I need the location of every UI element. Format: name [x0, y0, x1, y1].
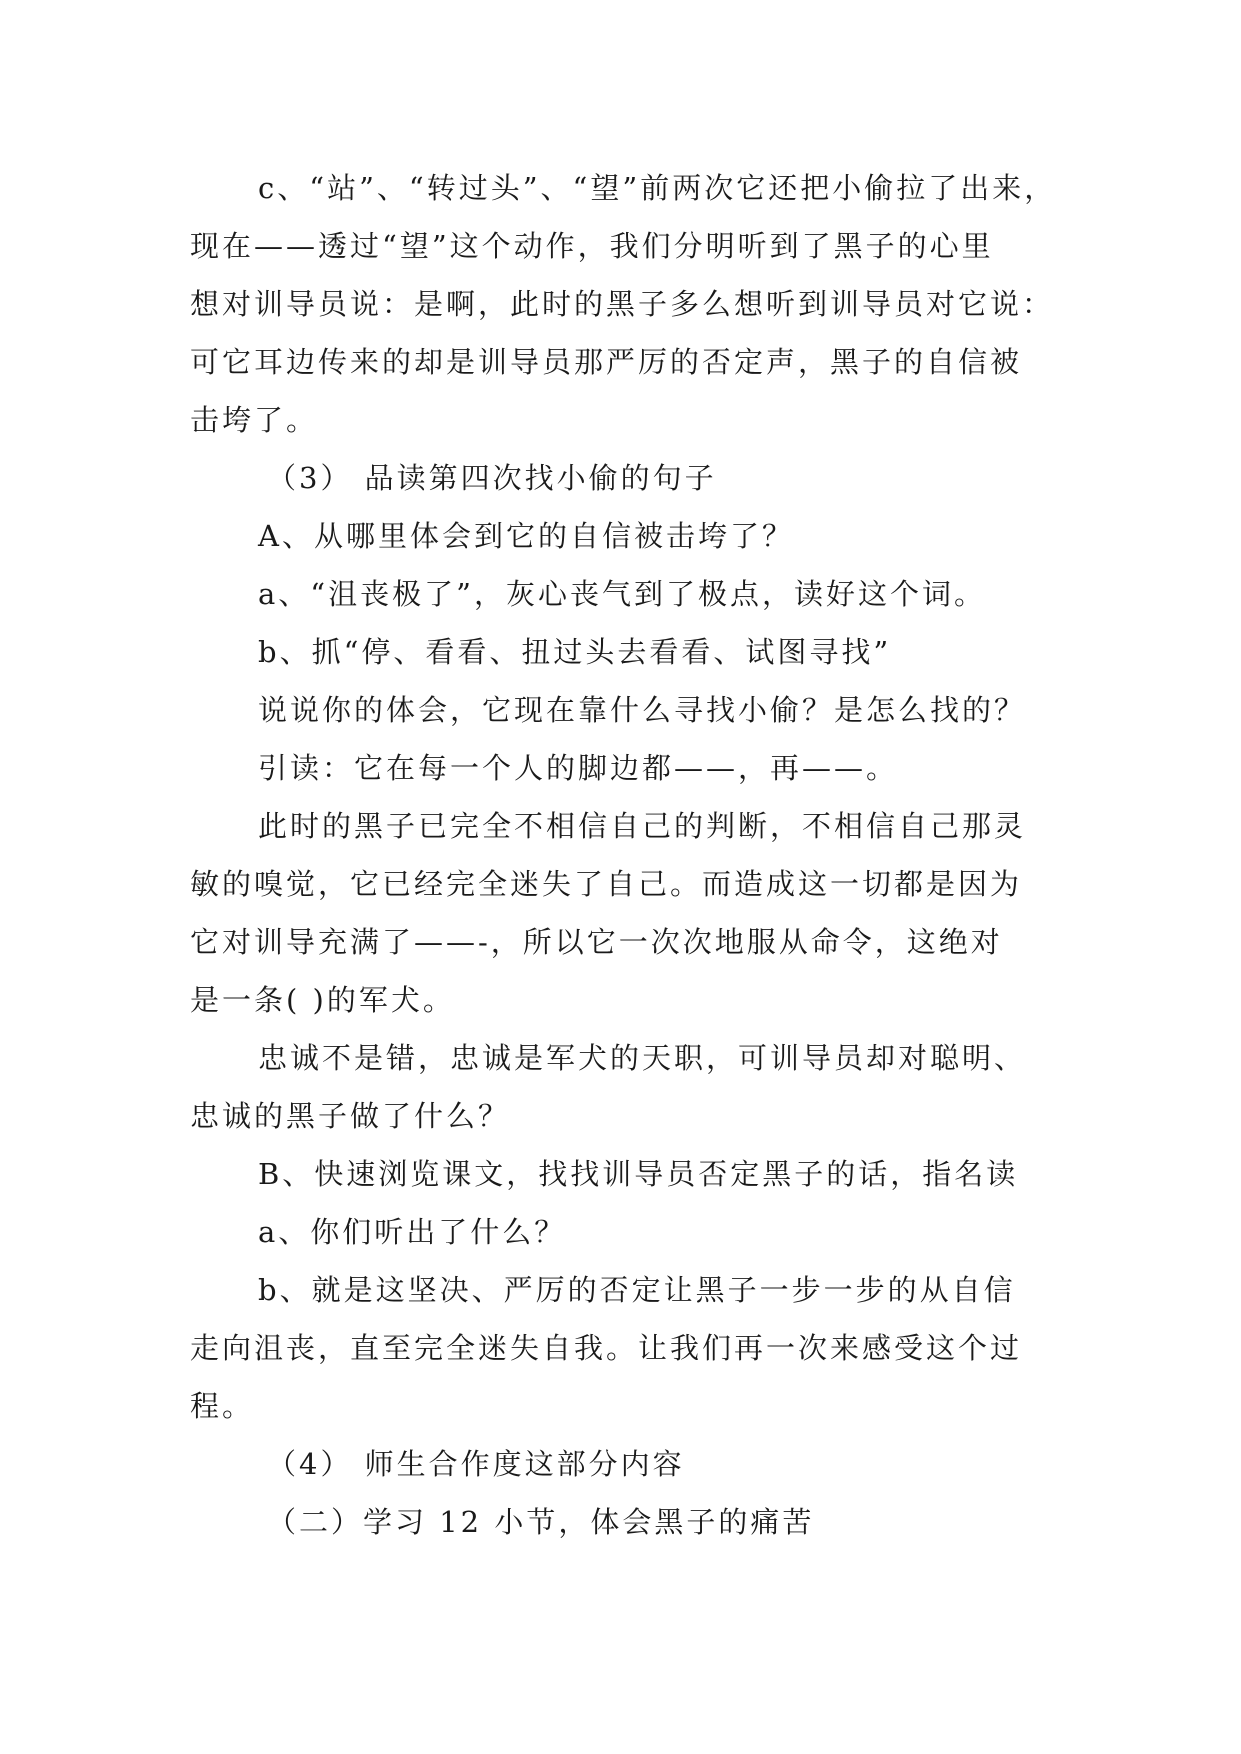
paragraph-line: 此时的黑子已完全不相信自己的判断，不相信自己那灵 — [258, 809, 1027, 843]
paragraph-line: 可它耳边传来的却是训导员那严厉的否定声，黑子的自信被 — [190, 345, 1023, 379]
section-heading: （二）学习 12 小节，体会黑子的痛苦 — [267, 1505, 815, 1539]
paragraph-line: 现在——透过“望”这个动作，我们分明听到了黑子的心里 — [190, 229, 994, 263]
paragraph-line: a、“沮丧极了”，灰心丧气到了极点，读好这个词。 — [258, 577, 986, 611]
paragraph-line: 敏的嗅觉，它已经完全迷失了自己。而造成这一切都是因为 — [190, 867, 1023, 901]
section-heading: （4） 师生合作度这部分内容 — [267, 1447, 685, 1481]
paragraph-line: 引读：它在每一个人的脚边都——，再——。 — [258, 751, 899, 785]
paragraph-line: 是一条( )的军犬。 — [190, 983, 455, 1017]
paragraph-line: 走向沮丧，直至完全迷失自我。让我们再一次来感受这个过 — [190, 1331, 1023, 1365]
paragraph-line: 它对训导充满了——-，所以它一次次地服从命令，这绝对 — [190, 925, 1003, 959]
paragraph-line: 程。 — [190, 1389, 255, 1423]
paragraph-line: b、抓“停、看看、扭过头去看看、试图寻找” — [258, 635, 892, 669]
paragraph-line: 说说你的体会，它现在靠什么寻找小偷？是怎么找的？ — [258, 693, 1027, 727]
paragraph-line: c、“站”、“转过头”、“望”前两次它还把小偷拉了出来， — [258, 171, 1057, 205]
paragraph-line: 忠诚的黑子做了什么？ — [190, 1099, 511, 1133]
section-heading: （3） 品读第四次找小偷的句子 — [267, 461, 717, 495]
paragraph-line: 想对训导员说：是啊，此时的黑子多么想听到训导员对它说： — [190, 287, 1055, 321]
paragraph-line: a、你们听出了什么？ — [258, 1215, 567, 1249]
paragraph-line: 击垮了。 — [190, 403, 319, 437]
paragraph-line: B、快速浏览课文，找找训导员否定黑子的话，指名读 — [258, 1157, 1019, 1191]
paragraph-line: A、从哪里体会到它的自信被击垮了？ — [258, 519, 794, 553]
paragraph-line: 忠诚不是错，忠诚是军犬的天职，可训导员却对聪明、 — [258, 1041, 1027, 1075]
paragraph-line: b、就是这坚决、严厉的否定让黑子一步一步的从自信 — [258, 1273, 1016, 1307]
